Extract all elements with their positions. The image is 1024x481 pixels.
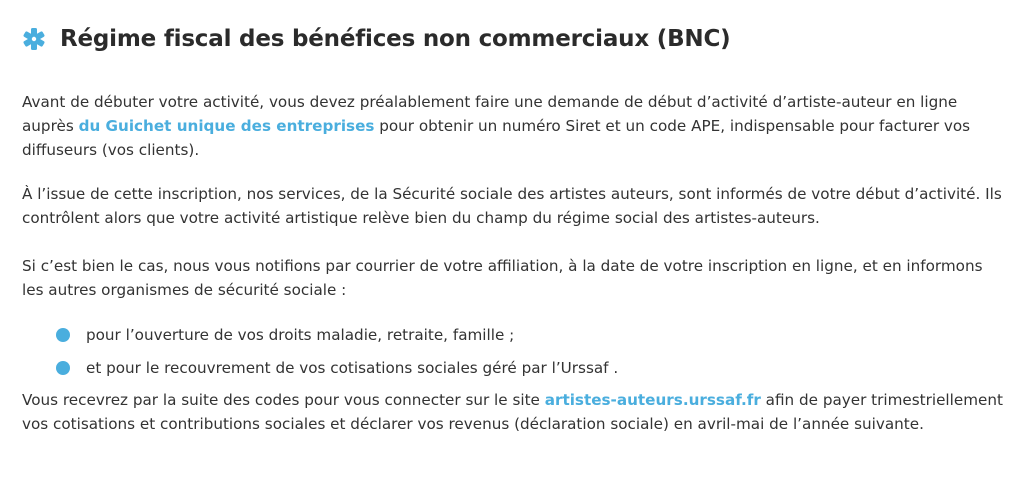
section-heading xyxy=(22,26,730,52)
page-title: Régime fiscal des bénéfices non commerciaux (BNC) xyxy=(60,26,731,52)
asterisk-icon xyxy=(22,27,46,51)
paragraph-codes-text-after: afin de payer trimestriellement vos cotisations et contributions sociales et déclarer vos revenus (déclaration sociale) en avril-mai de l’année suivante. xyxy=(22,391,1003,433)
list-item-text: et pour le recouvrement de vos cotisations sociales géré par l’Urssaf . xyxy=(86,359,619,377)
paragraph-intro-text-before: Avant de débuter votre activité, vous devez préalablement faire une demande de début d’activité d’artiste-auteur en ligne auprès xyxy=(22,93,958,135)
guichet-unique-link[interactable]: du Guichet unique des entreprises xyxy=(78,117,375,135)
paragraph-affiliation: Si c’est bien le cas, nous vous notifions par courrier de votre affiliation, à la date de votre inscription en ligne, et en informons les autres organismes de sécurité sociale : xyxy=(22,257,983,299)
list-item-text: pour l’ouverture de vos droits maladie, retraite, famille ; xyxy=(86,326,515,344)
bullet-list xyxy=(56,323,618,389)
paragraph-inscription: À l’issue de cette inscription, nos services, de la Sécurité sociale des artistes auteurs, sont informés de votre début d’activité. Ils contrôlent alors que votre activité artistique relève bien du champ du régime social des artistes-auteurs. xyxy=(22,185,1002,227)
artistes-auteurs-link[interactable]: artistes-auteurs.urssaf.fr xyxy=(544,391,761,409)
paragraph-intro xyxy=(22,90,1007,162)
bullet-dot-icon xyxy=(56,328,70,342)
list-item xyxy=(56,323,618,347)
list-item xyxy=(56,356,618,380)
paragraph-codes-text-before: Vous recevrez par la suite des codes pour vous connecter sur le site xyxy=(22,391,545,409)
bullet-dot-icon xyxy=(56,361,70,375)
paragraph-intro-text-after: pour obtenir un numéro Siret et un code APE, indispensable pour facturer vos diffuseurs (vos clients). xyxy=(22,117,971,159)
paragraph-codes xyxy=(22,388,1007,436)
